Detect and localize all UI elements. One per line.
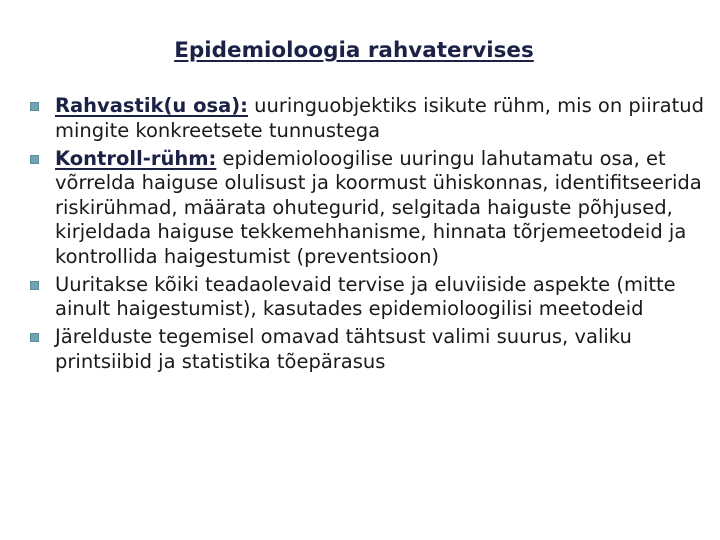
bullet-term: Rahvastik(u osa): [55, 94, 248, 117]
square-bullet-icon [30, 281, 39, 290]
bullet-item [30, 94, 710, 143]
bullet-item [30, 147, 710, 270]
bullet-text: Järelduste tegemisel omavad tähtsust valimi suurus, valiku printsiibid ja statistika tõepärasus [55, 325, 632, 373]
bullet-item [30, 325, 710, 374]
bullet-text: epidemioloogilise uuringu lahutamatu osa, et võrrelda haiguse olulisust ja koormust ühiskonnas, identifitseerida riskirühmad, määrata ohutegurid, selgitada haiguste põhjused, kirjeldada haiguse tekkemehhanisme, hinnata tõrjemeetodeid ja kontrollida haigestumist (preventsioon) [55, 146, 702, 268]
square-bullet-icon [30, 333, 39, 342]
bullet-item [30, 273, 710, 322]
square-bullet-icon [30, 102, 39, 111]
bullet-term: Kontroll-rühm: [55, 146, 217, 170]
bullet-text: uuringuobjektiks isikute rühm, mis on piiratud mingite konkreetsete tunnustega [55, 94, 704, 142]
slide-title: Epidemioloogia rahvatervises [174, 38, 534, 63]
square-bullet-icon [30, 155, 39, 164]
bullet-list [30, 94, 710, 378]
bullet-text: Uuritakse kõiki teadaolevaid tervise ja eluviiside aspekte (mitte ainult haigestumist), kasutades epidemioloogilisi meetodeid [55, 272, 676, 320]
